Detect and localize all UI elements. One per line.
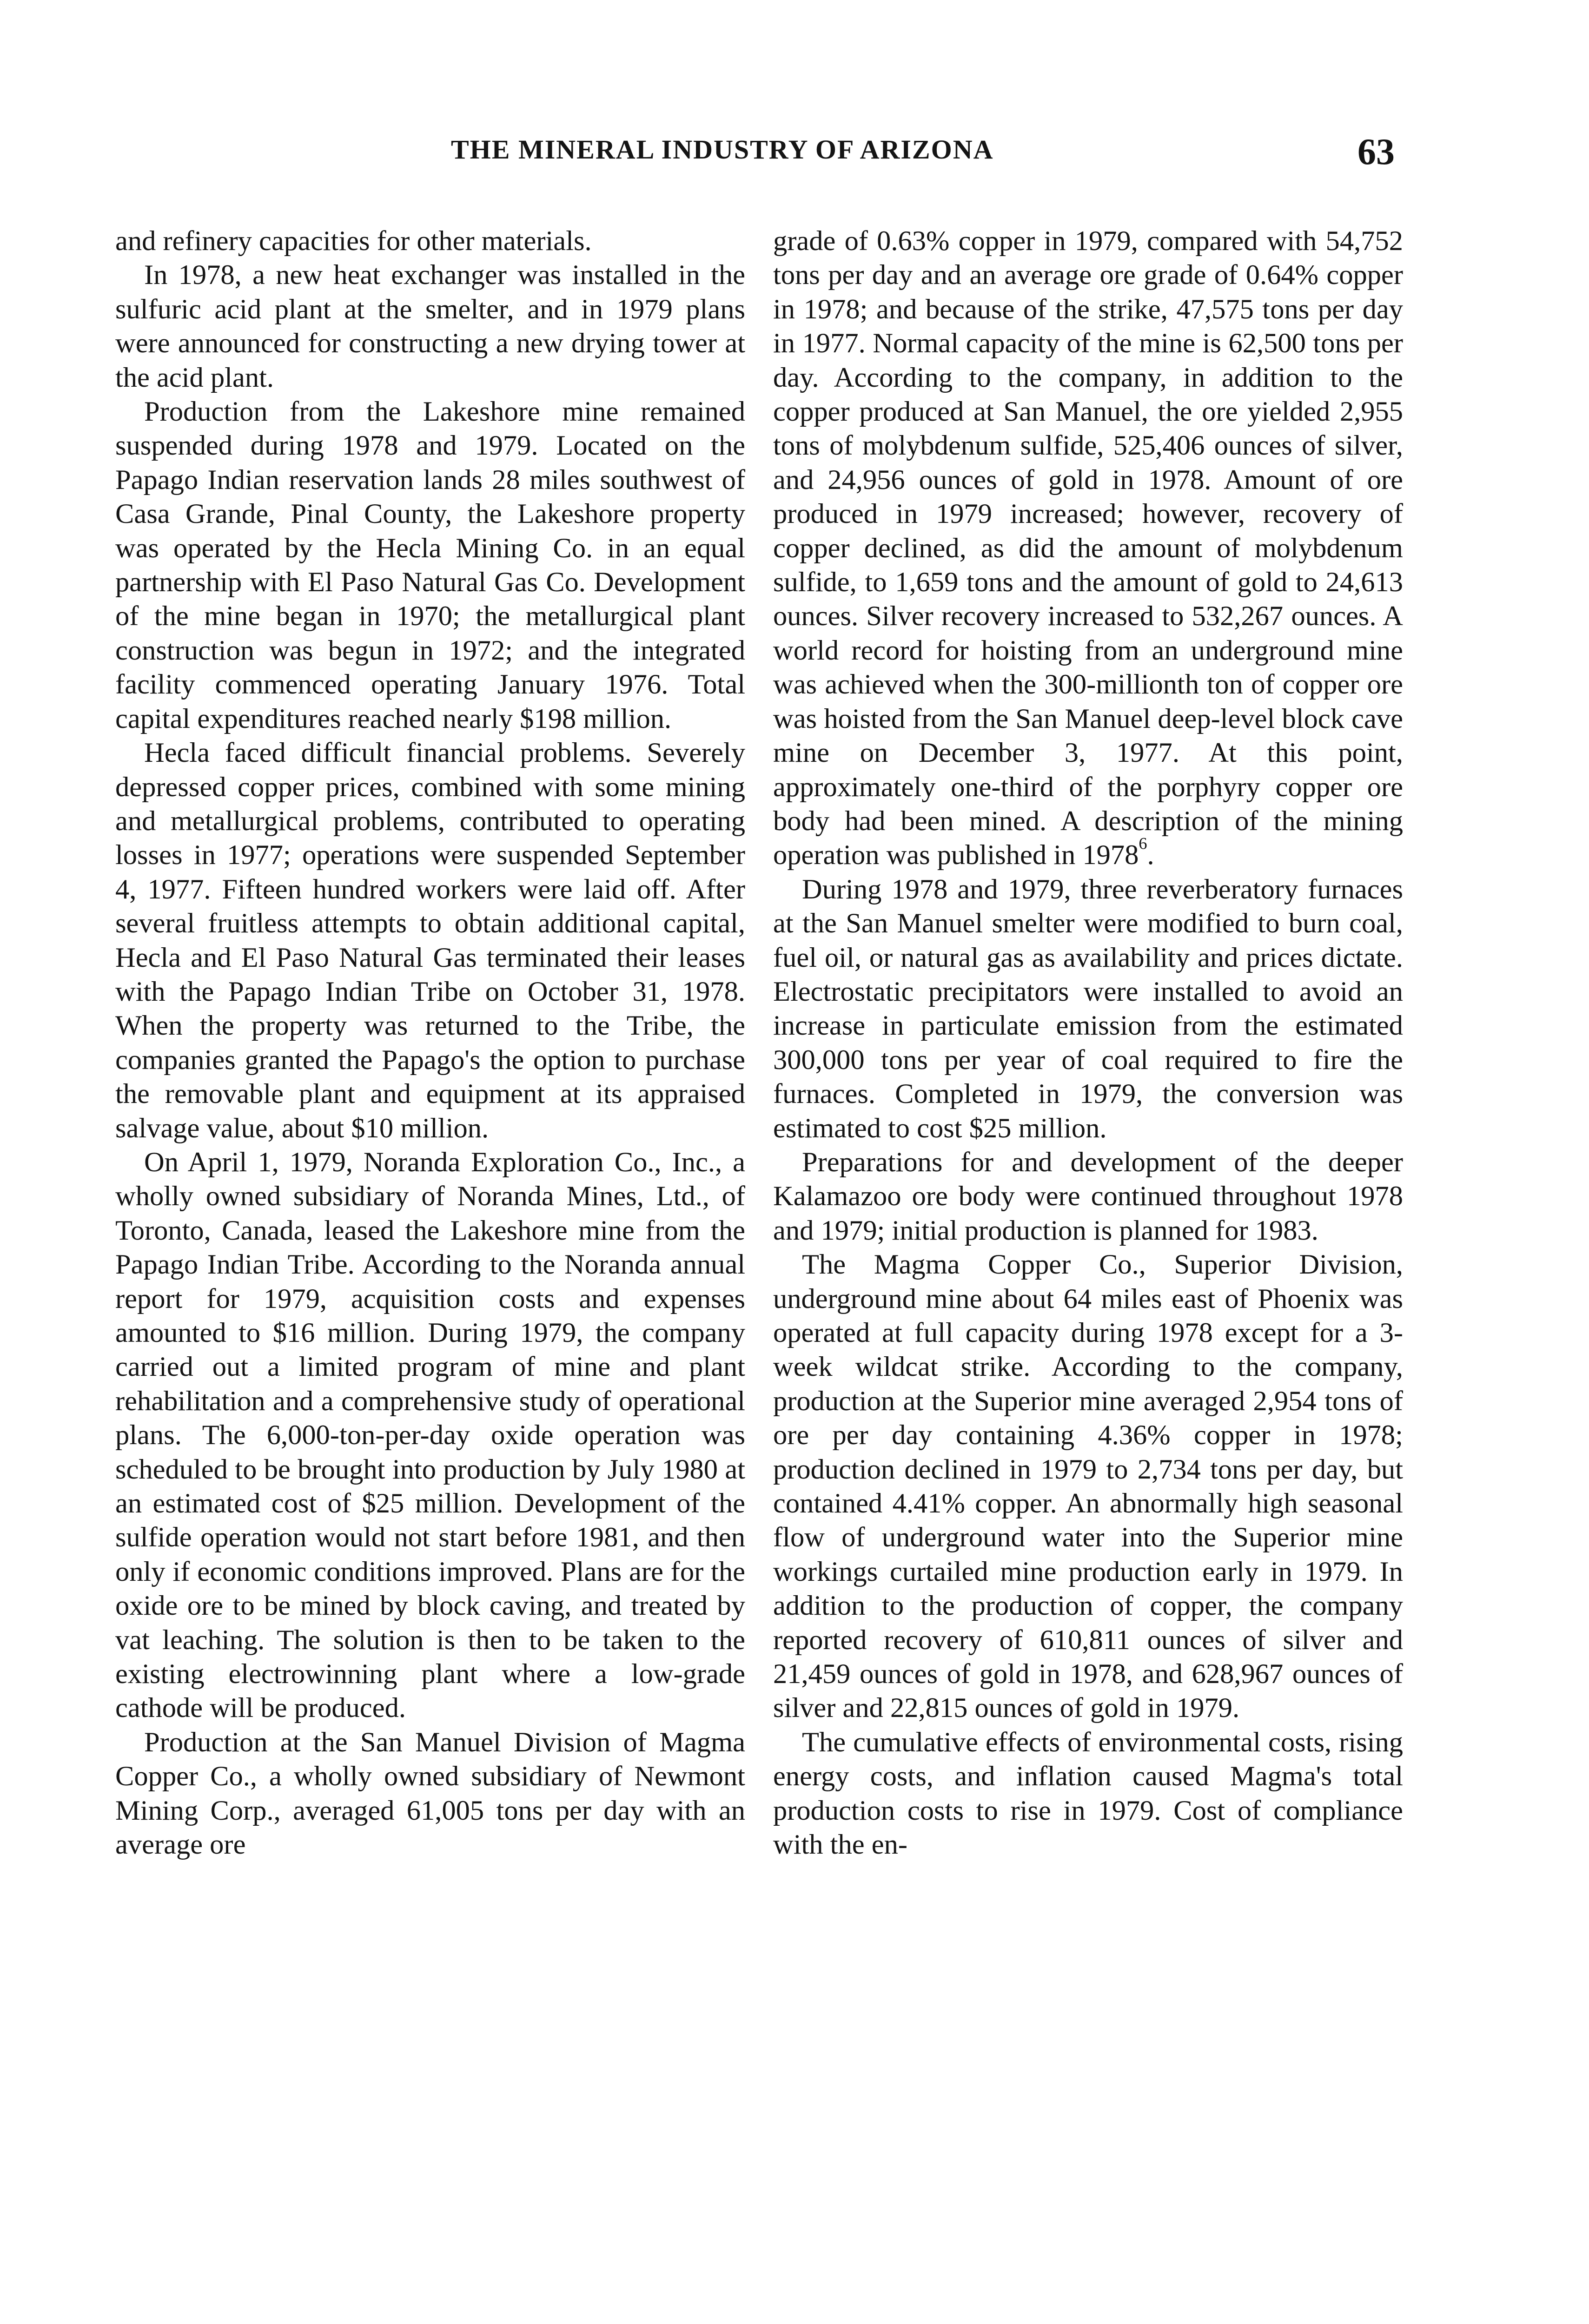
paragraph: The cumulative effects of environmental costs, rising energy costs, and inflation caused Magma's total production costs to rise in 1979. Cost of compliance with the en-: [773, 1726, 1403, 1861]
right-column: [773, 224, 1403, 1862]
page-number: 63: [1357, 132, 1395, 172]
paragraph: Preparations for and development of the deeper Kalamazoo ore body were continued throughout 1978 and 1979; initial production is planned for 1983.: [773, 1146, 1403, 1246]
footnote-reference: 6: [1139, 834, 1147, 853]
page-header: [112, 131, 1395, 173]
paragraph: In 1978, a new heat exchanger was installed in the sulfuric acid plant at the smelter, and in 1979 plans were announced for constructing a new drying tower at the acid plant.: [115, 259, 745, 393]
paragraph: Production at the San Manuel Division of Magma Copper Co., a wholly owned subsidiary of Newmont Mining Corp., averaged 61,005 tons per day with an average ore: [115, 1726, 745, 1861]
paragraph: Production from the Lakeshore mine remained suspended during 1978 and 1979. Located on the Papago Indian reservation lands 28 miles southwest of Casa Grande, Pinal County, the Lakeshore property was operated by the Hecla Mining Co. in an equal partnership with El Paso Natural Gas Co. Development of the mine began in 1970; the metallurgical plant construction was begun in 1972; and the integrated facility commenced operating January 1976. Total capital expenditures reached nearly $198 million.: [115, 396, 745, 734]
left-column: [115, 224, 745, 1862]
paragraph: During 1978 and 1979, three reverberatory furnaces at the San Manuel smelter were modified to burn coal, fuel oil, or natural gas as availability and prices dictate. Electrostatic precipitators were installed to avoid an increase in particulate emission from the estimated 300,000 tons per year of coal required to fire the furnaces. Completed in 1979, the conversion was estimated to cost $25 million.: [773, 873, 1403, 1144]
paragraph: and refinery capacities for other materials.: [115, 225, 592, 257]
paragraph-text: grade of 0.63% copper in 1979, compared with 54,752 tons per day and an average ore grade of 0.64% copper in 1978; and because of the strike, 47,575 tons per day in 1977. Normal capacity of the mine is 62,500 tons per day. According to the company, in addition to the copper produced at San Manuel, the ore yielded 2,955 tons of molybdenum sulfide, 525,406 ounces of silver, and 24,956 ounces of gold in 1978. Amount of ore produced in 1979 increased; however, recovery of copper declined, as did the amount of molybdenum sulfide, to 1,659 tons and the amount of gold to 24,613 ounces. Silver recovery increased to 532,267 ounces. A world record for hoisting from an underground mine was achieved when the 300-millionth ton of copper ore was hoisted from the San Manuel deep-level block cave mine on December 3, 1977. At this point, approximately one-third of the porphyry copper ore body had been mined. A description of the mining operation was published in 1978: [773, 225, 1403, 871]
paragraph: [773, 224, 1403, 872]
paragraph-end: .: [1147, 839, 1154, 871]
paragraph: On April 1, 1979, Noranda Exploration Co., Inc., a wholly owned subsidiary of Noranda Mines, Ltd., of Toronto, Canada, leased the Lakeshore mine from the Papago Indian Tribe. According to the Noranda annual report for 1979, acquisition costs and expenses amounted to $16 million. During 1979, the company carried out a limited program of mine and plant rehabilitation and a comprehensive study of operational plans. The 6,000-ton-per-day oxide operation was scheduled to be brought into production by July 1980 at an estimated cost of $25 million. Development of the sulfide operation would not start before 1981, and then only if economic conditions improved. Plans are for the oxide ore to be mined by block caving, and treated by vat leaching. The solution is then to be taken to the existing electrowinning plant where a low-grade cathode will be produced.: [115, 1146, 745, 1724]
paragraph: The Magma Copper Co., Superior Division, underground mine about 64 miles east of Phoenix was operated at full capacity during 1978 except for a 3-week wildcat strike. According to the company, production at the Superior mine averaged 2,954 tons of ore per day containing 4.36% copper in 1978; production declined in 1979 to 2,734 tons per day, but contained 4.41% copper. An abnormally high seasonal flow of underground water into the Superior mine workings curtailed mine production early in 1979. In addition to the production of copper, the company reported recovery of 610,811 ounces of silver and 21,459 ounces of gold in 1978, and 628,967 ounces of silver and 22,815 ounces of gold in 1979.: [773, 1249, 1403, 1724]
running-title: THE MINERAL INDUSTRY OF ARIZONA: [451, 134, 994, 165]
paragraph: Hecla faced difficult financial problems. Severely depressed copper prices, combined with some mining and metallurgical problems, contributed to operating losses in 1977; operations were suspended September 4, 1977. Fifteen hundred workers were laid off. After several fruitless attempts to obtain additional capital, Hecla and El Paso Natural Gas terminated their leases with the Papago Indian Tribe on October 31, 1978. When the property was returned to the Tribe, the companies granted the Papago's the option to purchase the removable plant and equipment at its appraised salvage value, about $10 million.: [115, 737, 745, 1144]
